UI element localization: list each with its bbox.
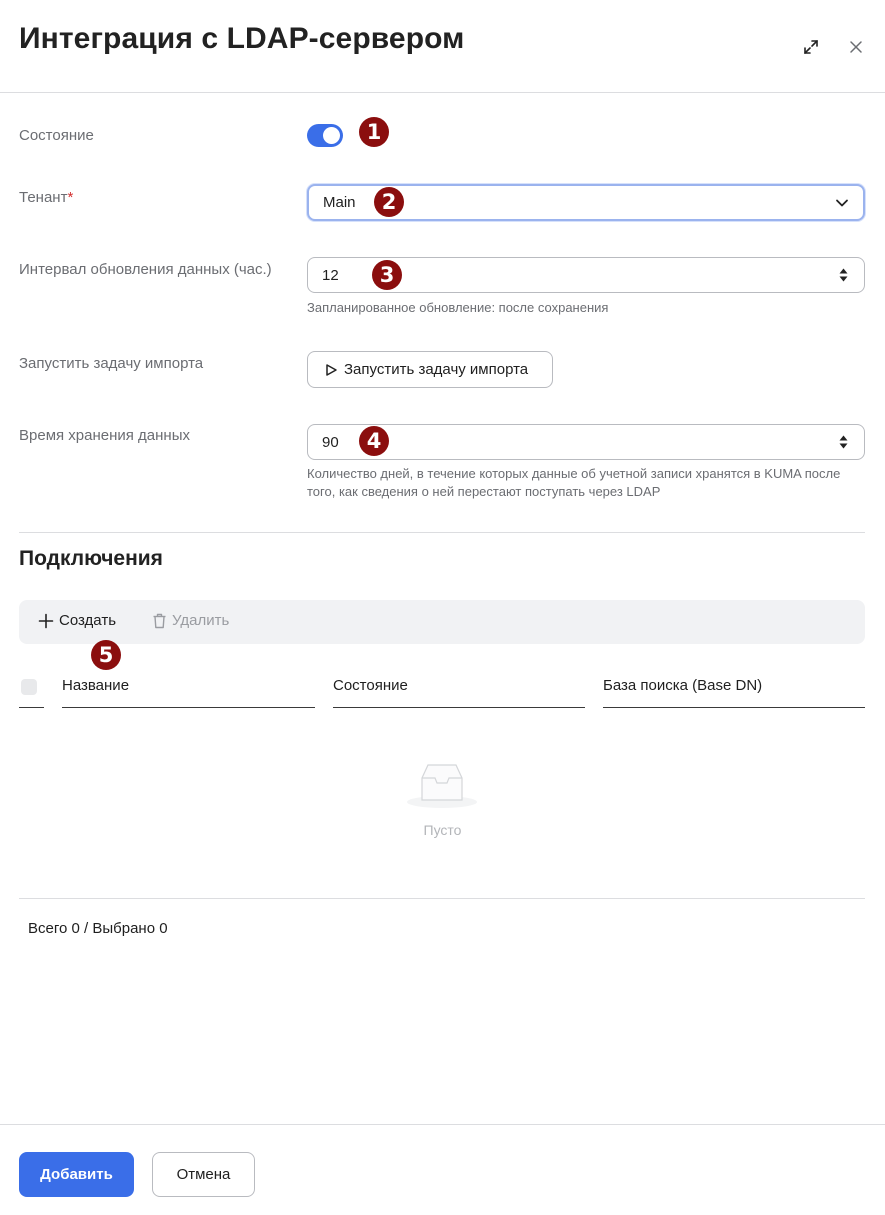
stepper-up-icon (839, 435, 848, 441)
close-button[interactable] (845, 36, 867, 58)
toggle-knob (323, 127, 340, 144)
footer-divider (0, 1124, 885, 1125)
retention-input[interactable] (307, 424, 865, 460)
run-import-button[interactable] (307, 351, 553, 388)
dialog-title: Интеграция с LDAP-сервером (19, 22, 465, 55)
add-button[interactable]: Добавить (19, 1152, 134, 1197)
state-toggle[interactable] (307, 124, 343, 147)
tenant-label-text: Тенант (19, 189, 68, 206)
required-mark: * (67, 189, 74, 206)
expand-button[interactable] (800, 36, 822, 58)
interval-value: 12 (322, 266, 339, 284)
dialog-header (0, 0, 885, 93)
retention-hint: Количество дней, в течение которых данные об учетной записи хранятся в KUMA после того, как сведения о ней перестают поступать через LDAP (307, 466, 841, 499)
trash-icon (152, 613, 167, 629)
table-bottom-divider (19, 898, 865, 899)
import-label: Запустить задачу импорта (19, 355, 204, 372)
connections-title: Подключения (19, 547, 163, 570)
callout-badge-4: 4 (359, 426, 389, 456)
callout-badge-1: 1 (359, 117, 389, 147)
run-import-label: Запустить задачу импорта (344, 361, 529, 378)
retention-label: Время хранения данных (19, 427, 190, 444)
callout-badge-5: 5 (91, 640, 121, 670)
interval-stepper[interactable] (839, 268, 848, 282)
tenant-select-value: Main (323, 194, 356, 211)
delete-button[interactable] (152, 612, 229, 629)
column-header-base-dn[interactable]: База поиска (Base DN) (603, 677, 865, 708)
stepper-up-icon (839, 268, 848, 274)
tenant-label (19, 189, 73, 206)
section-divider (19, 532, 865, 533)
retention-stepper[interactable] (839, 435, 848, 449)
create-label: Создать (59, 612, 117, 629)
play-icon (324, 363, 338, 377)
plus-icon (38, 613, 54, 629)
column-header-name[interactable]: Название (62, 677, 315, 708)
state-label: Состояние (19, 127, 94, 144)
select-all-column (19, 677, 44, 708)
callout-badge-3: 3 (372, 260, 402, 290)
column-header-state[interactable]: Состояние (333, 677, 585, 708)
callout-badge-2: 2 (374, 187, 404, 217)
close-icon (849, 40, 863, 54)
expand-icon (802, 38, 820, 56)
empty-inbox-icon (404, 762, 480, 810)
retention-value: 90 (322, 433, 339, 451)
stepper-down-icon (839, 276, 848, 282)
stepper-down-icon (839, 443, 848, 449)
create-button[interactable] (38, 612, 116, 629)
chevron-down-icon (835, 198, 849, 207)
empty-state-text: Пусто (423, 822, 462, 838)
interval-hint: Запланированное обновление: после сохранения (307, 300, 609, 315)
select-all-checkbox[interactable] (21, 679, 37, 695)
cancel-button[interactable]: Отмена (152, 1152, 255, 1197)
interval-label: Интервал обновления данных (час.) (19, 261, 272, 278)
selection-totals: Всего 0 / Выбрано 0 (28, 920, 168, 937)
delete-label: Удалить (172, 612, 230, 629)
connections-toolbar (19, 600, 865, 644)
